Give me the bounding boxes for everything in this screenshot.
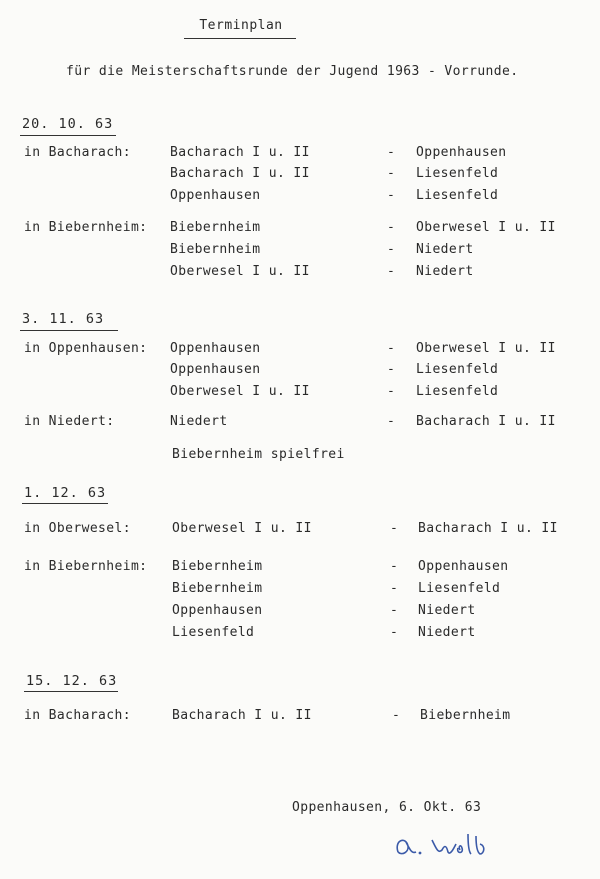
- away-team: Liesenfeld: [416, 384, 499, 399]
- match-dash: -: [390, 521, 399, 536]
- handwritten-signature: [376, 826, 516, 866]
- match-dash: -: [390, 625, 399, 640]
- match-row: [0, 384, 600, 402]
- away-team: Niedert: [416, 264, 474, 279]
- home-team: Bacharach I u. II: [170, 166, 310, 181]
- away-team: Oppenhausen: [416, 145, 507, 160]
- away-team: Bacharach I u. II: [416, 414, 556, 429]
- home-team: Oberwesel I u. II: [172, 521, 312, 536]
- home-team: Oppenhausen: [170, 362, 261, 377]
- match-row: [0, 603, 600, 621]
- match-dash: -: [387, 362, 396, 377]
- match-row: [0, 362, 600, 380]
- match-dash: -: [390, 603, 399, 618]
- round-date: 15. 12. 63: [26, 673, 118, 689]
- away-team: Oberwesel I u. II: [416, 341, 556, 356]
- match-row: [0, 145, 600, 163]
- document-subtitle: für die Meisterschaftsrunde der Jugend 1963 - Vorrunde.: [66, 64, 519, 79]
- away-team: Niedert: [416, 242, 474, 257]
- home-team: Biebernheim: [170, 220, 261, 235]
- venue-label: in Oppenhausen:: [24, 341, 148, 356]
- round-date-underline: [24, 691, 118, 692]
- home-team: Oppenhausen: [170, 341, 261, 356]
- home-team: Oppenhausen: [170, 188, 261, 203]
- away-team: Biebernheim: [420, 708, 511, 723]
- venue-label: in Biebernheim:: [24, 220, 148, 235]
- home-team: Liesenfeld: [172, 625, 255, 640]
- away-team: Bacharach I u. II: [418, 521, 558, 536]
- venue-label: in Oberwesel:: [24, 521, 131, 536]
- round-date-underline: [20, 135, 116, 136]
- away-team: Niedert: [418, 603, 476, 618]
- home-team: Biebernheim: [172, 581, 263, 596]
- home-team: Oppenhausen: [172, 603, 263, 618]
- match-row: [0, 625, 600, 643]
- home-team: Bacharach I u. II: [172, 708, 312, 723]
- title-underline: [184, 38, 296, 39]
- home-team: Oberwesel I u. II: [170, 264, 310, 279]
- place-and-date: Oppenhausen, 6. Okt. 63: [292, 800, 482, 815]
- match-dash: -: [387, 188, 396, 203]
- match-dash: -: [387, 242, 396, 257]
- match-dash: -: [387, 264, 396, 279]
- round-date-underline: [22, 503, 108, 504]
- away-team: Liesenfeld: [416, 166, 499, 181]
- match-row: [0, 559, 600, 577]
- home-team: Oberwesel I u. II: [170, 384, 310, 399]
- away-team: Liesenfeld: [416, 362, 499, 377]
- match-row: [0, 414, 600, 432]
- round-date-underline: [20, 330, 118, 331]
- match-row: [0, 166, 600, 184]
- match-row: [0, 581, 600, 599]
- away-team: Liesenfeld: [416, 188, 499, 203]
- venue-label: in Niedert:: [24, 414, 115, 429]
- away-team: Oppenhausen: [418, 559, 509, 574]
- away-team: Oberwesel I u. II: [416, 220, 556, 235]
- home-team: Biebernheim: [172, 559, 263, 574]
- match-dash: -: [390, 581, 399, 596]
- document-title: Terminplan: [199, 18, 283, 33]
- match-row: [0, 188, 600, 206]
- round-date: 20. 10. 63: [22, 116, 114, 132]
- match-dash: -: [387, 145, 396, 160]
- away-team: Liesenfeld: [418, 581, 501, 596]
- away-team: Niedert: [418, 625, 476, 640]
- match-row: [0, 220, 600, 238]
- round-date: 1. 12. 63: [24, 485, 107, 501]
- match-dash: -: [390, 559, 399, 574]
- match-row: [0, 242, 600, 260]
- home-team: Bacharach I u. II: [170, 145, 310, 160]
- venue-label: in Biebernheim:: [24, 559, 148, 574]
- round-date: 3. 11. 63: [22, 311, 105, 327]
- match-row: [0, 264, 600, 282]
- match-row: [0, 341, 600, 359]
- match-dash: -: [387, 384, 396, 399]
- match-row: [0, 521, 600, 539]
- venue-label: in Bacharach:: [24, 708, 131, 723]
- bye-note: Biebernheim spielfrei: [172, 447, 345, 462]
- match-dash: -: [392, 708, 401, 723]
- home-team: Niedert: [170, 414, 228, 429]
- match-dash: -: [387, 414, 396, 429]
- venue-label: in Bacharach:: [24, 145, 131, 160]
- match-row: [0, 708, 600, 726]
- match-dash: -: [387, 220, 396, 235]
- match-dash: -: [387, 166, 396, 181]
- match-dash: -: [387, 341, 396, 356]
- home-team: Biebernheim: [170, 242, 261, 257]
